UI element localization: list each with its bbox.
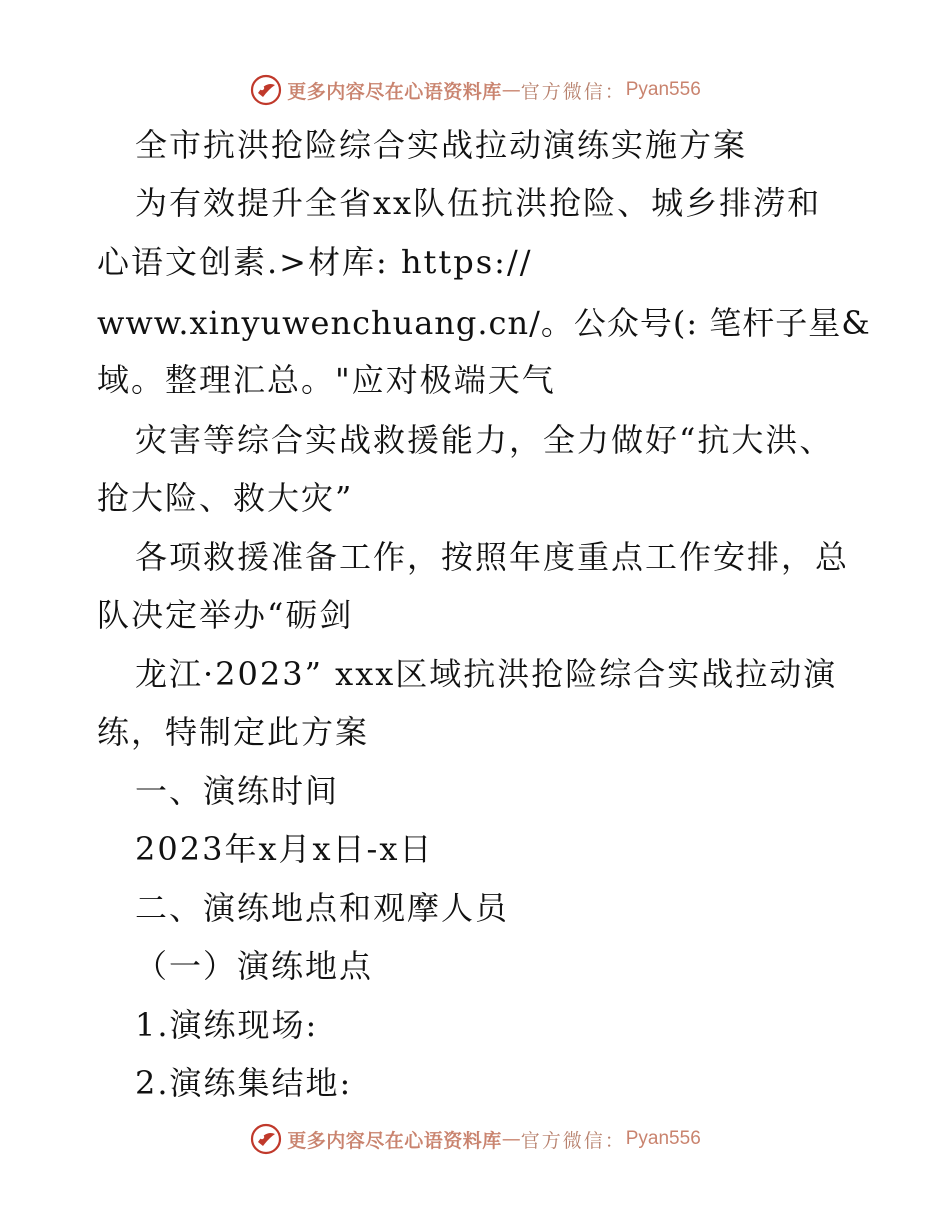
header-banner <box>0 70 950 110</box>
brand-logo-icon <box>249 1122 283 1156</box>
banner-slogan: 更多内容尽在心语资料库 <box>287 80 502 103</box>
paragraph-line: 域。整理汇总。"应对极端天气 <box>97 361 556 399</box>
section-heading: 一、演练时间 <box>135 772 340 810</box>
paragraph-line: 抢大险、救大灾” <box>97 479 354 517</box>
document-title: 全市抗洪抢险综合实战拉动演练实施方案 <box>135 126 748 164</box>
paragraph-line: www.xinyuwenchuang.cn/。公众号(: 笔杆子星& <box>97 304 871 342</box>
banner-dash: — <box>501 1128 521 1150</box>
footer-banner <box>0 1119 950 1159</box>
paragraph-line: 为有效提升全省xx队伍抗洪抢险、城乡排涝和 <box>135 184 822 222</box>
banner-slogan: 更多内容尽在心语资料库 <box>287 1129 502 1152</box>
banner-wechat-label: 官方微信： <box>520 80 626 103</box>
paragraph-line: 各项救援准备工作，按照年度重点工作安排，总 <box>135 538 850 576</box>
banner-wechat-id: Pyan556 <box>625 1128 701 1149</box>
paragraph-line: 队决定举办“砺剑 <box>97 596 354 634</box>
subsection-heading: （一）演练地点 <box>135 947 374 985</box>
banner-dash: — <box>501 79 521 101</box>
section-heading: 二、演练地点和观摩人员 <box>135 889 510 927</box>
list-item: 1.演练现场: <box>135 1006 319 1044</box>
banner-wechat-id: Pyan556 <box>625 79 701 100</box>
brand-logo-icon <box>249 73 283 107</box>
paragraph-line: 心语文创素.>材库: https:// <box>97 243 533 281</box>
paragraph-line: 龙江·2023” xxx区域抗洪抢险综合实战拉动演 <box>135 655 838 693</box>
paragraph-line: 练，特制定此方案 <box>97 713 370 751</box>
paragraph-line: 灾害等综合实战救援能力，全力做好“抗大洪、 <box>135 421 834 459</box>
banner-wechat-label: 官方微信： <box>520 1129 626 1152</box>
list-item: 2.演练集结地: <box>135 1064 353 1102</box>
paragraph-line: 2023年x月x日-x日 <box>135 830 434 868</box>
